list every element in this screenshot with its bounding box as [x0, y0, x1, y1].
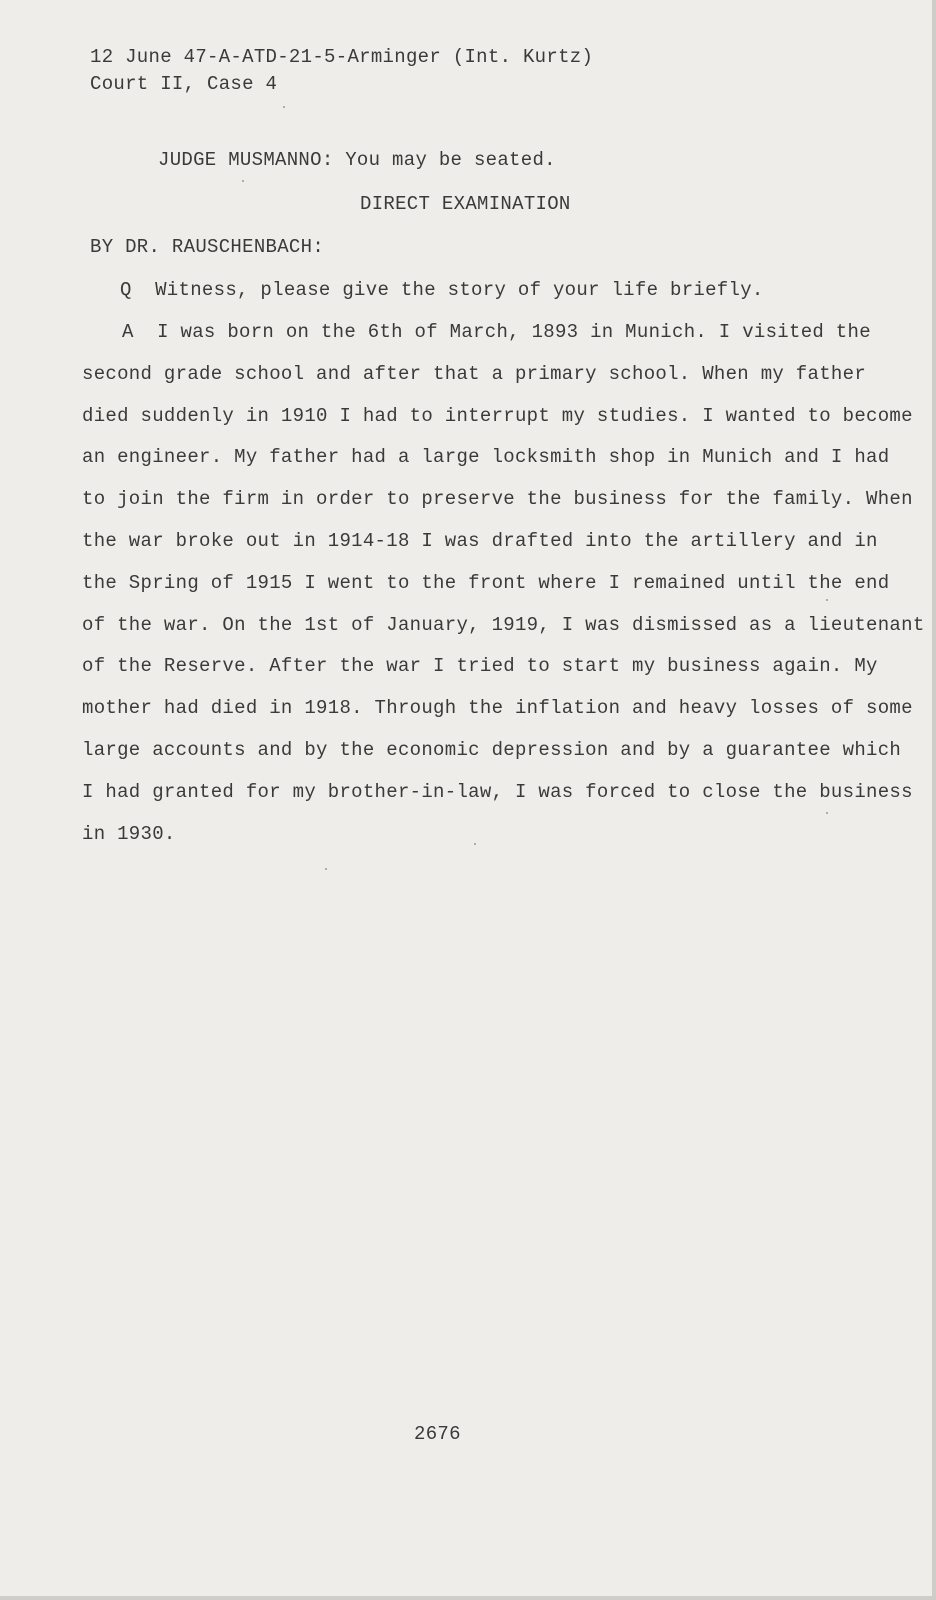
question-line: Q Witness, please give the story of your life briefly. [120, 279, 764, 301]
paper-speck [826, 812, 828, 814]
answer-line: of the war. On the 1st of January, 1919, I was dismissed as a lieutenant [82, 613, 925, 636]
judge-statement: JUDGE MUSMANNO: You may be seated. [158, 149, 556, 171]
answer-line: to join the firm in order to preserve the business for the family. When [82, 488, 913, 511]
answer-line: second grade school and after that a primary school. When my father [82, 362, 867, 385]
answer-line: the war broke out in 1914-18 I was drafted into the artillery and in [82, 529, 878, 552]
answer-line: died suddenly in 1910 I had to interrupt my studies. I wanted to become [82, 404, 913, 427]
answer-line: of the Reserve. After the war I tried to start my business again. My [82, 655, 878, 678]
answer-line: large accounts and by the economic depression and by a guarantee which [82, 738, 902, 761]
answer-line: mother had died in 1918. Through the inflation and heavy losses of some [82, 697, 913, 720]
answer-line: I had granted for my brother-in-law, I was forced to close the business [82, 780, 913, 803]
paper-speck [283, 106, 285, 108]
answer-line: in 1930. [82, 822, 176, 845]
examiner-line: BY DR. RAUSCHENBACH: [90, 236, 325, 258]
paper-speck [826, 599, 828, 601]
header-court-case: Court II, Case 4 [90, 73, 278, 95]
section-title: DIRECT EXAMINATION [360, 193, 571, 215]
answer-line: the Spring of 1915 I went to the front where I remained until the end [82, 571, 890, 594]
answer-line: A I was born on the 6th of March, 1893 in Munich. I visited the [122, 321, 871, 343]
answer-paragraph [82, 312, 925, 855]
paper-speck [325, 868, 327, 870]
paper-speck [242, 180, 244, 182]
answer-line: an engineer. My father had a large locksmith shop in Munich and I had [82, 446, 890, 469]
paper-speck [474, 843, 476, 845]
page-number: 2676 [414, 1423, 461, 1445]
header-reference: 12 June 47-A-ATD-21-5-Arminger (Int. Kurtz) [90, 46, 594, 68]
